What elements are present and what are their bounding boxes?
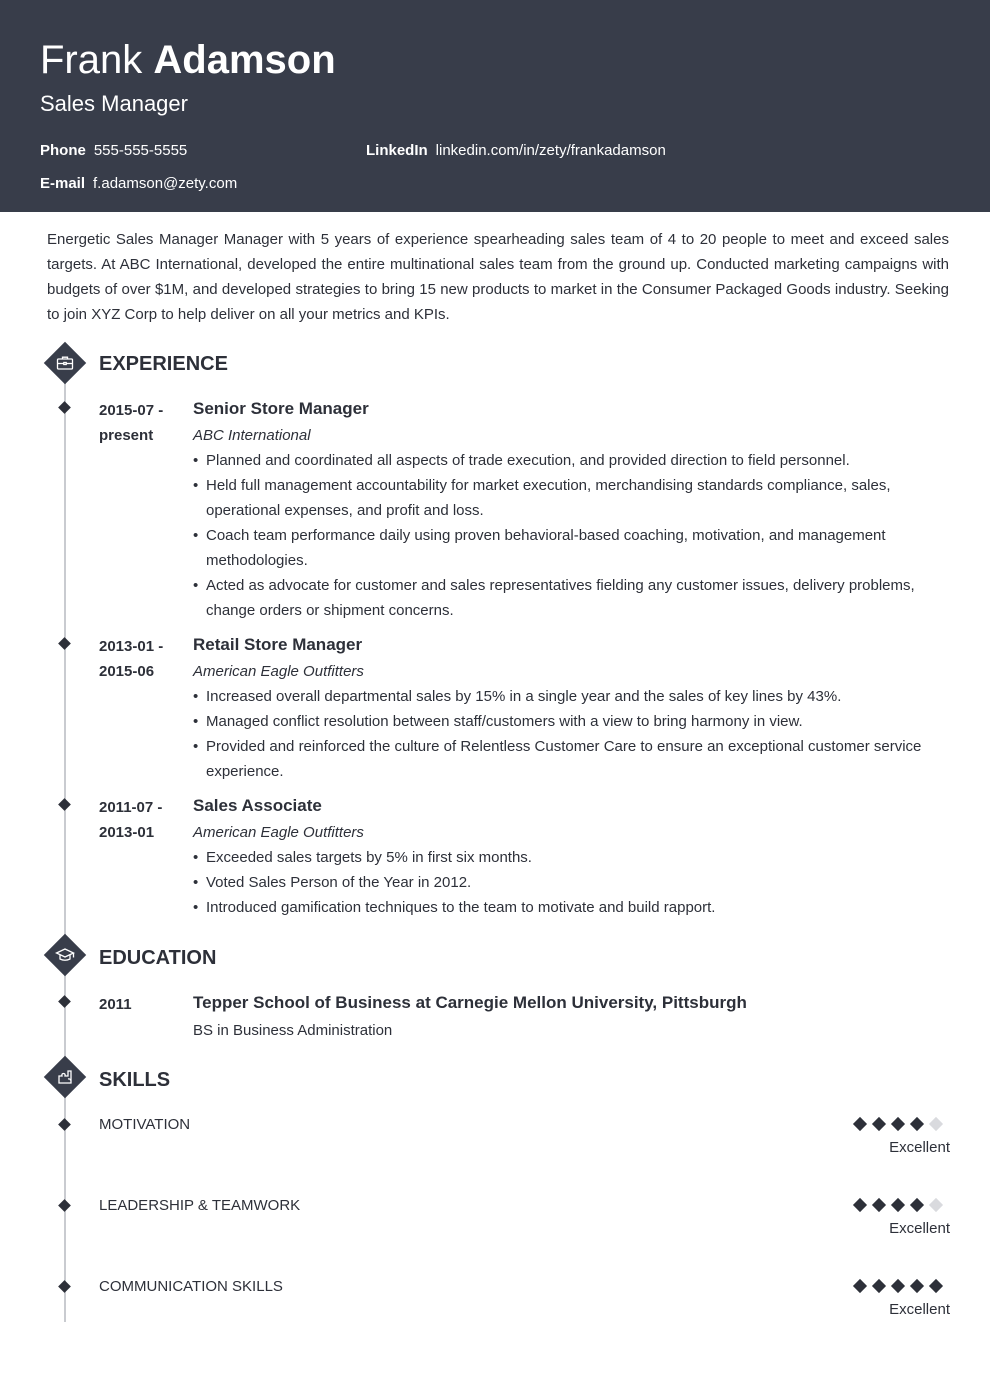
rating-diamond-filled bbox=[872, 1117, 886, 1131]
job-title: Retail Store Manager bbox=[193, 635, 363, 654]
job-bullet: • Coach team performance daily using proven behavioral-based coaching, motivation, and management methodologies. bbox=[193, 523, 950, 573]
graduation-cap-icon bbox=[44, 934, 86, 976]
job-bullet: • Managed conflict resolution between staff/customers with a view to bring harmony in view. bbox=[193, 709, 950, 734]
job-company: American Eagle Outfitters bbox=[193, 824, 364, 841]
rating-diamond-filled bbox=[910, 1198, 924, 1212]
rating-diamond-filled bbox=[872, 1279, 886, 1293]
job-date-start: 2015-07 - bbox=[99, 402, 164, 419]
job-bullets bbox=[193, 684, 950, 784]
job-bullet: • Exceeded sales targets by 5% in first six months. bbox=[193, 845, 950, 870]
first-name: Frank bbox=[40, 38, 143, 82]
job-bullet: • Planned and coordinated all aspects of trade execution, and provided direction to field personnel. bbox=[193, 448, 950, 473]
timeline-dot bbox=[58, 1280, 71, 1293]
last-name: Adamson bbox=[153, 38, 336, 82]
job-entry bbox=[193, 793, 950, 920]
puzzle-piece-icon bbox=[44, 1056, 86, 1098]
skill-rating bbox=[850, 1115, 950, 1135]
job-bullet: • Introduced gamification techniques to the team to motivate and build rapport. bbox=[193, 895, 950, 920]
job-date-end: 2013-01 bbox=[99, 824, 155, 841]
job-bullet: • Provided and reinforced the culture of Relentless Customer Care to ensure an exceptional customer service experience. bbox=[193, 734, 950, 784]
job-bullets bbox=[193, 448, 950, 623]
job-company: American Eagle Outfitters bbox=[193, 663, 364, 680]
skill-name: LEADERSHIP & TEAMWORK bbox=[99, 1197, 301, 1214]
education-heading: EDUCATION bbox=[99, 947, 217, 969]
job-date-end: present bbox=[99, 427, 154, 444]
timeline-dot bbox=[58, 1199, 71, 1212]
linkedin-link[interactable]: linkedin.com/in/zety/frankadamson bbox=[435, 142, 666, 159]
skill-rating bbox=[850, 1196, 950, 1216]
degree: BS in Business Administration bbox=[193, 1022, 393, 1039]
job-entry bbox=[193, 396, 950, 623]
job-bullet: • Increased overall departmental sales by 15% in a single year and the sales of key lines by 43%. bbox=[193, 684, 950, 709]
job-role: Sales Manager bbox=[40, 91, 188, 116]
timeline-dot bbox=[58, 1118, 71, 1131]
skill-level: Excellent bbox=[889, 1139, 950, 1156]
job-company: ABC International bbox=[193, 427, 311, 444]
contact-linkedin bbox=[366, 141, 666, 161]
job-title: Senior Store Manager bbox=[193, 399, 369, 418]
rating-diamond-filled bbox=[910, 1279, 924, 1293]
job-date-start: 2013-01 - bbox=[99, 638, 164, 655]
linkedin-label: LinkedIn bbox=[366, 142, 428, 159]
timeline-dot bbox=[58, 798, 71, 811]
rating-diamond-filled bbox=[891, 1198, 905, 1212]
skill-level: Excellent bbox=[889, 1301, 950, 1318]
phone-label: Phone bbox=[40, 142, 86, 159]
job-bullet: • Voted Sales Person of the Year in 2012. bbox=[193, 870, 950, 895]
rating-diamond-filled bbox=[929, 1279, 943, 1293]
email-link[interactable]: f.adamson@zety.com bbox=[93, 175, 238, 192]
experience-heading: EXPERIENCE bbox=[99, 353, 228, 375]
skill-name: COMMUNICATION SKILLS bbox=[99, 1278, 283, 1295]
timeline-dot bbox=[58, 401, 71, 414]
job-date bbox=[99, 398, 184, 448]
job-date bbox=[99, 795, 184, 845]
timeline-dot bbox=[58, 637, 71, 650]
rating-diamond-filled bbox=[910, 1117, 924, 1131]
job-date-start: 2011-07 - bbox=[99, 799, 163, 816]
full-name bbox=[40, 36, 336, 84]
contact-phone bbox=[40, 141, 187, 161]
rating-diamond-empty bbox=[929, 1117, 943, 1131]
skills-heading: SKILLS bbox=[99, 1069, 171, 1091]
profile-summary: Energetic Sales Manager Manager with 5 years of experience spearheading sales team of 4 to 20 people to meet and exceed sales targets. At ABC International, developed the entire multinational sales team from the ground up. Conducted marketing campaigns with budgets of over $1M, and developed strategies to bring 15 new products to market in the Consumer Packaged Goods industry. Seeking to join XYZ Corp to help deliver on all your metrics and KPIs. bbox=[47, 231, 949, 323]
phone-value: 555-555-5555 bbox=[93, 142, 188, 159]
skill-rating bbox=[850, 1277, 950, 1297]
rating-diamond-empty bbox=[929, 1198, 943, 1212]
timeline-line bbox=[64, 380, 66, 1322]
job-bullet: • Held full management accountability for market execution, merchandising standards compliance, sales, operational expenses, and profit and loss. bbox=[193, 473, 950, 523]
skill-level: Excellent bbox=[889, 1220, 950, 1237]
skill-name: MOTIVATION bbox=[99, 1116, 191, 1133]
briefcase-icon bbox=[44, 342, 86, 384]
rating-diamond-filled bbox=[853, 1117, 867, 1131]
job-title: Sales Associate bbox=[193, 796, 322, 815]
email-label: E-mail bbox=[40, 175, 86, 192]
job-bullet: • Acted as advocate for customer and sales representatives fielding any customer issues, delivery problems, change orders or shipment concerns. bbox=[193, 573, 950, 623]
timeline-dot bbox=[58, 995, 71, 1008]
resume-header bbox=[0, 0, 990, 212]
rating-diamond-filled bbox=[891, 1117, 905, 1131]
job-date-end: 2015-06 bbox=[99, 663, 155, 680]
job-entry bbox=[193, 632, 950, 784]
rating-diamond-filled bbox=[853, 1279, 867, 1293]
rating-diamond-filled bbox=[891, 1279, 905, 1293]
school-name: Tepper School of Business at Carnegie Mellon University, Pittsburgh bbox=[193, 993, 747, 1012]
education-year: 2011 bbox=[99, 996, 132, 1013]
education-entry bbox=[193, 990, 950, 1043]
job-bullets bbox=[193, 845, 950, 920]
job-date bbox=[99, 634, 184, 684]
contact-email bbox=[40, 174, 237, 194]
rating-diamond-filled bbox=[853, 1198, 867, 1212]
rating-diamond-filled bbox=[872, 1198, 886, 1212]
